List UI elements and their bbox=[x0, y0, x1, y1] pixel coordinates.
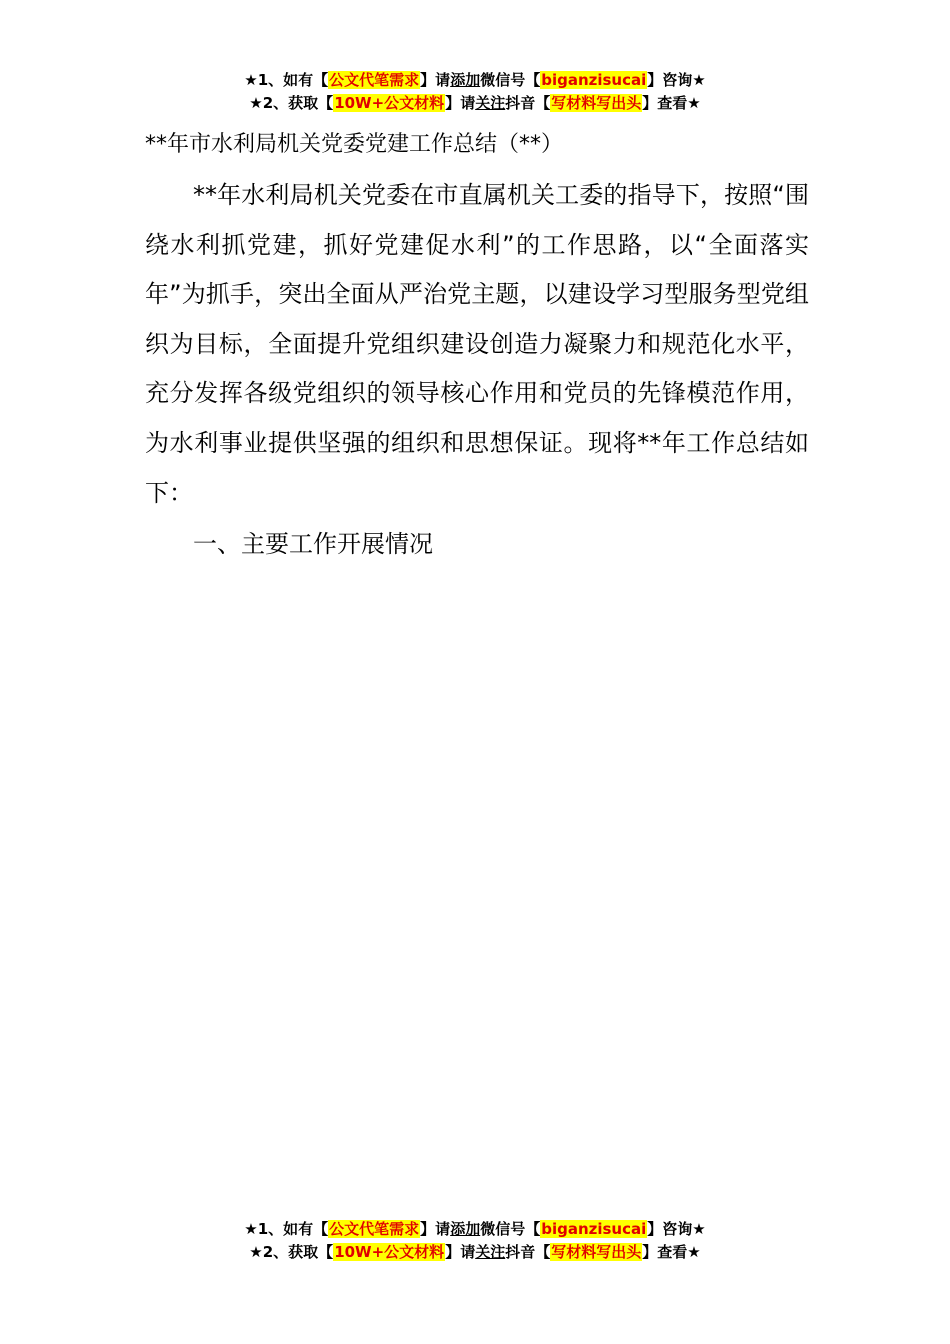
highlighted-text: 10W+公文材料 bbox=[334, 1243, 445, 1261]
banner-text: 】咨询★ bbox=[647, 71, 706, 89]
highlighted-text: 写材料写出头 bbox=[551, 1243, 642, 1261]
banner-line-1 bbox=[0, 1218, 950, 1241]
underlined-text: 关注 bbox=[475, 94, 506, 112]
underlined-text: 关注 bbox=[475, 1243, 506, 1261]
highlighted-text: 写材料写出头 bbox=[551, 94, 642, 112]
banner-line-1 bbox=[0, 69, 950, 92]
banner-text: 】咨询★ bbox=[647, 1220, 706, 1238]
banner-line-2 bbox=[0, 92, 950, 115]
banner-text: ★1、如有【 bbox=[244, 1220, 329, 1238]
banner-text: 】请 bbox=[445, 1243, 476, 1261]
underlined-text: 添加 bbox=[450, 1220, 481, 1238]
document-title: **年市水利局机关党委党建工作总结（**） bbox=[145, 132, 564, 157]
banner-text: 微信号【 bbox=[480, 71, 541, 89]
highlighted-text: 10W+公文材料 bbox=[334, 94, 445, 112]
banner-text: 】请 bbox=[420, 1220, 451, 1238]
footer-banner bbox=[0, 1218, 950, 1264]
banner-text: 抖音【 bbox=[505, 94, 551, 112]
banner-text: 抖音【 bbox=[505, 1243, 551, 1261]
banner-text: ★1、如有【 bbox=[244, 71, 329, 89]
section-heading: 一、主要工作开展情况 bbox=[193, 530, 433, 558]
underlined-text: 添加 bbox=[450, 71, 481, 89]
highlighted-text: 公文代笔需求 bbox=[329, 71, 420, 89]
banner-text: 】请 bbox=[420, 71, 451, 89]
banner-text: 】请 bbox=[445, 94, 476, 112]
banner-text: 】查看★ bbox=[642, 94, 701, 112]
banner-text: 】查看★ bbox=[642, 1243, 701, 1261]
body-paragraph: **年水利局机关党委在市直属机关工委的指导下，按照“围绕水利抓党建，抓好党建促水利”的工作思路，以“全面落实年”为抓手，突出全面从严治党主题，以建设学习型服务型党组织为目标，全面提升党组织建设创造力凝聚力和规范化水平，充分发挥各级党组织的领导核心作用和党员的先锋模范作用，为水利事业提供坚强的组织和思想保证。现将**年工作总结如下： bbox=[145, 181, 809, 507]
banner-text: ★2、获取【 bbox=[249, 1243, 334, 1261]
banner-text: ★2、获取【 bbox=[249, 94, 334, 112]
banner-text: 微信号【 bbox=[480, 1220, 541, 1238]
header-banner bbox=[0, 69, 950, 115]
highlighted-text: biganzisucai bbox=[541, 1220, 647, 1238]
highlighted-text: biganzisucai bbox=[541, 71, 647, 89]
banner-line-2 bbox=[0, 1241, 950, 1264]
highlighted-text: 公文代笔需求 bbox=[329, 1220, 420, 1238]
